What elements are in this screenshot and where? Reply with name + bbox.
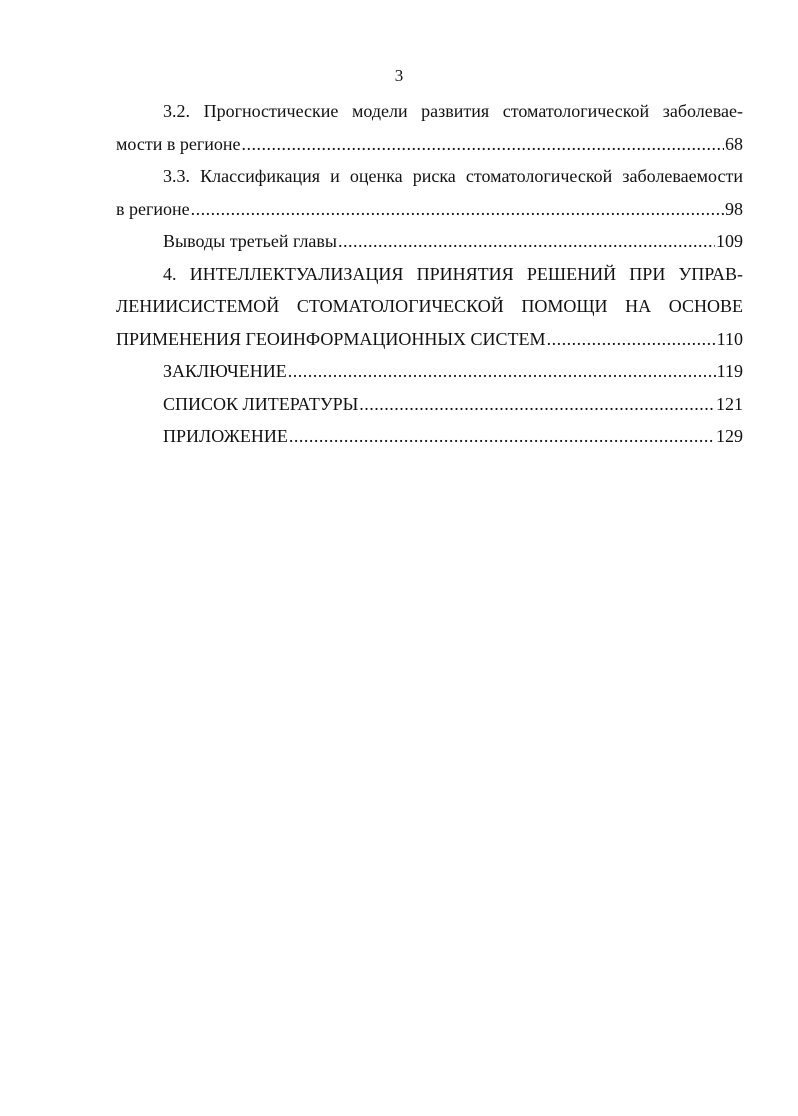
page-number: 3 [394,66,404,85]
toc-entry-conclusion-leader [116,355,743,388]
toc-entry-references[interactable] [116,388,743,421]
toc-entry-conclusions-chapter-3-leader [116,225,743,258]
toc-entry-chapter-4-leader [116,323,743,356]
toc-entry-appendix-page: 129 [716,426,743,446]
toc-entry-references-title: СПИСОК ЛИТЕРАТУРЫ [163,393,359,414]
toc-entry-3-2-line1: 3.2. Прогностические модели развития стоматологической заболевае- [163,101,743,121]
toc-entry-conclusions-chapter-3-title: Выводы третьей главы [163,231,338,251]
toc-entry-chapter-4-page: 110 [716,328,743,349]
toc-entry-3-2-page: 68 [725,133,743,154]
toc-entry-conclusion[interactable] [116,355,743,388]
toc-entry-3-3-leader [116,193,743,226]
table-of-contents [116,95,743,453]
toc-entry-appendix-leader [116,420,743,453]
toc-entry-3-2[interactable] [116,95,743,160]
dot-leader [547,323,716,356]
toc-entry-references-page: 121 [716,393,743,414]
dot-leader [191,193,724,226]
toc-entry-conclusions-chapter-3-page: 109 [716,231,743,251]
toc-entry-3-3[interactable] [116,160,743,225]
toc-entry-references-leader [116,388,743,421]
toc-entry-conclusion-page: 119 [716,361,743,381]
toc-entry-chapter-4-line1: 4. ИНТЕЛЛЕКТУАЛИЗАЦИЯ ПРИНЯТИЯ РЕШЕНИЙ ПРИ УПРАВ- [163,263,743,284]
toc-entry-chapter-4[interactable] [116,258,743,356]
dot-leader [288,355,716,388]
dot-leader [338,225,715,258]
toc-entry-conclusion-title: ЗАКЛЮЧЕНИЕ [163,361,287,381]
toc-entry-3-3-line1: 3.3. Классификация и оценка риска стоматологической заболеваемости [163,166,743,186]
toc-entry-chapter-4-line2: ЛЕНИИСИСТЕМОЙ СТОМАТОЛОГИЧЕСКОЙ ПОМОЩИ НА ОСНОВЕ [116,296,743,316]
dot-leader [241,128,724,161]
toc-entry-3-3-page: 98 [725,198,743,219]
dot-leader [289,420,715,453]
toc-entry-conclusions-chapter-3[interactable] [116,225,743,258]
toc-entry-appendix-title: ПРИЛОЖЕНИЕ [163,426,288,446]
toc-entry-appendix[interactable] [116,420,743,453]
dot-leader [359,388,715,421]
toc-entry-3-2-line2: мости в регионе [116,133,241,154]
toc-entry-3-2-leader [116,128,743,161]
toc-entry-3-3-line2: в регионе [116,198,190,219]
toc-entry-chapter-4-line3: ПРИМЕНЕНИЯ ГЕОИНФОРМАЦИОННЫХ СИСТЕМ [116,328,546,349]
